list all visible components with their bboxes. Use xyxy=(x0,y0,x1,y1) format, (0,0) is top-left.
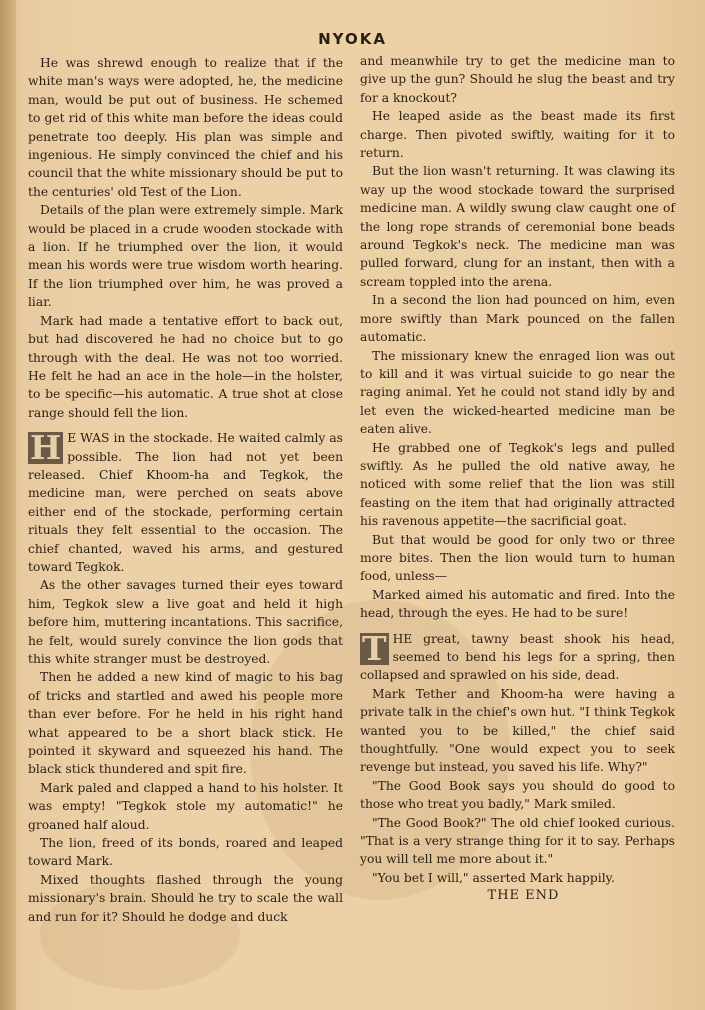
paragraph: "The Good Book?" The old chief looked curious. "That is a very strange thing for it to say. Perhaps you will tell me more about it." xyxy=(360,815,675,867)
paragraph: The lion, freed of its bonds, roared and leaped toward Mark. xyxy=(28,836,343,869)
paragraph: Marked aimed his automatic and fired. Into the head, through the eyes. He had to be sure! xyxy=(360,587,675,621)
paragraph: But that would be good for only two or three more bites. Then the lion would turn to human food, unless— xyxy=(360,532,675,584)
paragraph: Mark paled and clapped a hand to his holster. It was empty! "Tegkok stole my automatic!" he groaned half aloud. xyxy=(28,780,343,832)
paragraph: He leaped aside as the beast made its first charge. Then pivoted swiftly, waiting for it to return. xyxy=(360,109,675,161)
the-end-label: THE END xyxy=(487,888,560,904)
section-paragraph xyxy=(360,630,675,685)
paragraph: Mark had made a tentative effort to back out, but had discovered he had no choice but to go through with the deal. He was not too worried. He felt he had an ace in the hole—in the holster, to be specific—his automatic. A true shot at close range should fell the lion. xyxy=(28,313,343,420)
section-text: E WAS in the stockade. He waited calmly as possible. The lion had not yet been released. Chief Khoom-ha and Tegkok, the medicine man, were perched on seats above either end of the stockade, performing certain rituals they felt essential to the occasion. The chief chanted, waved his arms, and gestured toward Tegkok. xyxy=(28,431,343,574)
paragraph: Then he added a new kind of magic to his bag of tricks and startled and awed his people more than ever before. For he held in his right hand what appeared to be a short black stick. He pointed it skyward and squeezed his hand. The black stick thundered and spit fire. xyxy=(28,670,343,777)
paragraph: He grabbed one of Tegkok's legs and pulled swiftly. As he pulled the old native away, he noticed with some relief that the lion was still feasting on the item that had originally attracted his ravenous appetite—the sacrificial goat. xyxy=(360,440,675,529)
drop-cap: T xyxy=(362,628,387,668)
paragraph: "You bet I will," asserted Mark happily. xyxy=(372,870,615,885)
paragraph: In a second the lion had pounced on him, even more swiftly than Mark pounced on the fallen automatic. xyxy=(360,293,675,345)
left-text-column xyxy=(28,54,343,926)
paragraph: Details of the plan were extremely simple. Mark would be placed in a crude wooden stockade with a lion. If he triumphed over the lion, it would mean his words were true wisdom worth hearing. If the lion triumphed over him, he was proved a liar. xyxy=(28,203,343,310)
paragraph: The missionary knew the enraged lion was out to kill and it was virtual suicide to go near the raging animal. Yet he could not stand idly by and let even the wicked-hearted medicine man be eaten alive. xyxy=(360,348,675,437)
paragraph: He was shrewd enough to realize that if the white man's ways were adopted, he, the medicine man, would be put out of business. He schemed to get rid of this white man before the ideas could penetrate too deeply. His plan was simple and ingenious. He simply convinced the chief and his council that the white missionary should be put to the centuries' old Test of the Lion. xyxy=(28,56,343,199)
paragraph: Mark Tether and Khoom-ha were having a private talk in the chief's own hut. "I think Tegkok wanted you to be killed," the chief said thoughtfully. "One would expect you to seek revenge but instead, you saved his life. Why?" xyxy=(360,686,675,775)
page-spine-shadow xyxy=(0,0,16,1010)
right-text-column xyxy=(360,52,675,906)
paragraph: Mixed thoughts flashed through the young missionary's brain. Should he try to scale the wall and run for it? Should he dodge and duck xyxy=(28,872,343,924)
paragraph: But the lion wasn't returning. It was clawing its way up the wood stockade toward the surprised medicine man. A wildly swung claw caught one of the long rope strands of ceremonial bone beads around Tegkok's neck. The medicine man was pulled forward, clung for an instant, then with a scream toppled into the arena. xyxy=(360,164,675,289)
paragraph: "The Good Book says you should do good to those who treat you badly," Mark smiled. xyxy=(360,778,675,812)
drop-cap: H xyxy=(30,428,62,468)
page-title: NYOKA xyxy=(318,30,387,48)
section-paragraph xyxy=(28,429,343,576)
paragraph: and meanwhile try to get the medicine man to give up the gun? Should he slug the beast and try for a knockout? xyxy=(360,54,675,105)
paragraph: As the other savages turned their eyes toward him, Tegkok slew a live goat and held it high before him, muttering incantations. This sacrifice, he felt, would surely convince the lion gods that this white stranger must be destroyed. xyxy=(28,578,343,666)
section-text: HE great, tawny beast shook his head, seemed to bend his legs for a spring, then collapsed and sprawled on his side, dead. xyxy=(360,631,675,683)
